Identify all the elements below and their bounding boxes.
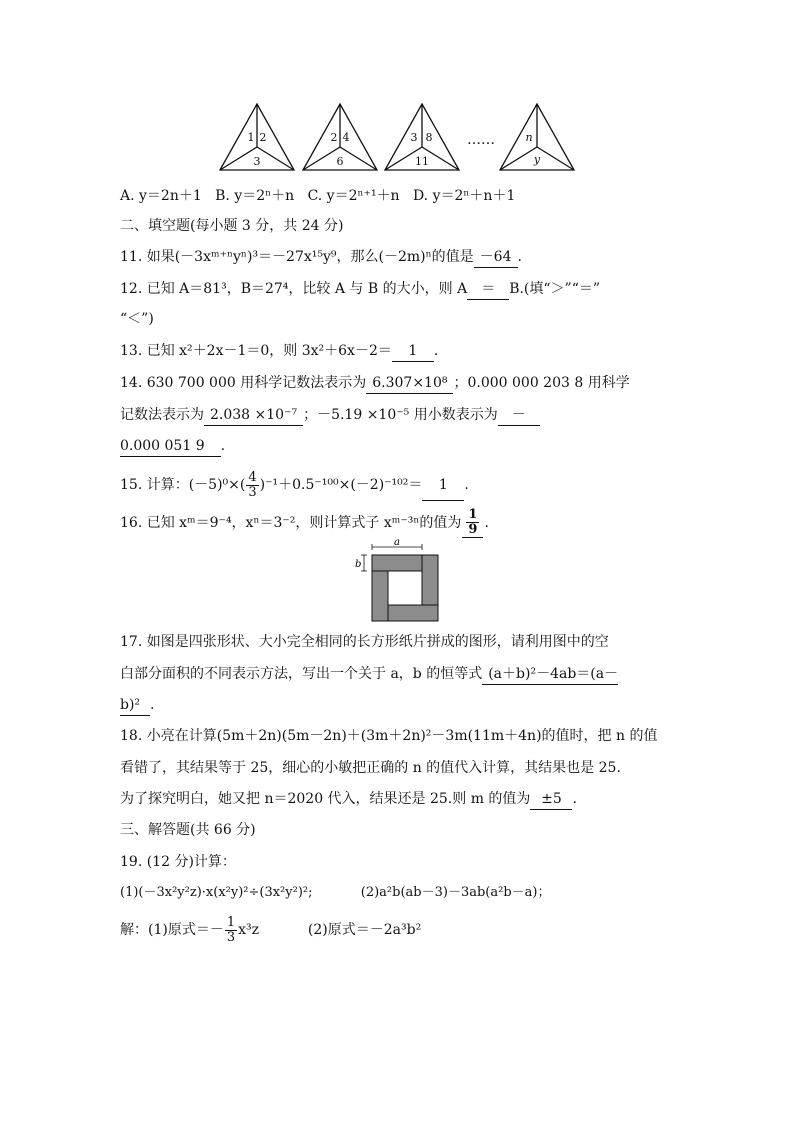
q14-post: .	[220, 438, 226, 454]
option-b: B. y＝2ⁿ＋n	[215, 188, 295, 204]
q13	[120, 341, 438, 362]
q17-answer-part1: (a＋b)²－4ab＝(a－	[482, 664, 618, 685]
q17-post: .	[150, 697, 155, 713]
q13-text: 13. 已知 x²＋2x－1＝0，则 3x²＋6x－2＝	[120, 343, 392, 359]
triangle-pattern-figure	[215, 100, 595, 175]
tri2-left: 2	[330, 131, 338, 144]
q18-line3	[120, 789, 577, 810]
q15-post: .	[464, 477, 469, 493]
q16	[120, 508, 489, 538]
tri3-right: 8	[425, 131, 433, 144]
tri4-left: n	[525, 131, 533, 144]
q19-solution	[120, 914, 421, 946]
q14-answer3-part2: 0.000 051 9	[120, 436, 221, 457]
q16-frac-den: 9	[468, 522, 478, 537]
q19-title: 19. (12 分)计算：	[120, 854, 236, 870]
square-paper-figure	[350, 537, 440, 628]
paper-right	[422, 555, 438, 605]
q14-line2-mid: ；－5.19 ×10⁻⁵ 用小数表示为	[303, 407, 498, 423]
q14-text: 14. 630 700 000 用科学记数法表示为	[120, 375, 367, 391]
option-d: D. y＝2ⁿ＋n＋1	[412, 188, 516, 204]
q16-post: .	[484, 515, 489, 531]
option-a: A. y＝2n＋1	[120, 188, 202, 204]
q13-post: .	[433, 343, 439, 359]
tri1-left: 1	[247, 131, 255, 144]
q19-part1: (1)(－3x²y²z)·x(x²y)²÷(3x²y²)²;	[120, 885, 313, 900]
q14-line3	[120, 436, 225, 457]
q11-post: .	[517, 249, 522, 265]
section3-title: 三、解答题(共 66 分)	[120, 822, 256, 838]
q19-part2: (2)a²b(ab－3)－3ab(a²b－a)；	[360, 885, 551, 900]
q17-line3	[120, 695, 155, 716]
q19-sol1-text: 解：(1)原式＝－	[120, 922, 224, 938]
q18-line2: 看错了，其结果等于 25，细心的小敏把正确的 n 的值代入计算，其结果也是 25.	[120, 760, 621, 776]
q12-text: 12. 已知 A＝81³，B＝27⁴，比较 A 与 B 的大小，则 A	[120, 281, 468, 297]
q15-frac-den: 3	[248, 484, 257, 500]
q12-line2: “＜”)	[120, 311, 154, 327]
q19-sol2: (2)原式＝－2a³b²	[307, 922, 422, 938]
blank-center	[388, 571, 422, 605]
section2-title: 二、填空题(每小题 3 分，共 24 分)	[120, 218, 344, 234]
q10-options	[120, 186, 515, 206]
q15	[120, 470, 469, 501]
q13-answer: 1	[392, 341, 434, 362]
q14-answer2: 2.038 ×10⁻⁷	[204, 405, 303, 426]
tri3-left: 3	[410, 131, 418, 144]
q15-frac-num: 4	[248, 469, 257, 485]
tri1-bottom: 3	[253, 155, 261, 168]
q14-answer3-part1: －	[498, 405, 540, 426]
q18-answer: ±5	[530, 789, 572, 810]
paper-left	[372, 571, 388, 621]
q17-line2	[120, 664, 618, 685]
q19-frac-den: 3	[226, 929, 236, 945]
q14	[120, 373, 630, 394]
q14-line2	[120, 405, 540, 426]
q11-text: 11. 如果(－3xᵐ⁺ⁿyⁿ)³＝－27x¹⁵y⁹，那么(－2m)ⁿ的值是	[120, 249, 474, 265]
tri4-bottom: y	[533, 153, 541, 166]
paper-top	[372, 555, 422, 571]
tri2-right: 4	[342, 131, 350, 144]
q17-answer-part2: b)²	[120, 695, 150, 716]
q12-answer: ＝	[467, 279, 509, 300]
q19-sol1-post: x³z	[238, 922, 260, 938]
q16-frac-num: 1	[468, 507, 478, 522]
q15-mid: )⁻¹＋0.5⁻¹⁰⁰×(－2)⁻¹⁰²＝	[259, 477, 423, 493]
q15-fraction	[246, 471, 258, 500]
q19-parts	[120, 883, 550, 903]
tri1-right: 2	[259, 131, 267, 144]
q19-sol-fraction	[225, 916, 237, 945]
q12	[120, 279, 600, 300]
option-c: C. y＝2ⁿ⁺¹＋n	[307, 188, 400, 204]
tri2-bottom: 6	[336, 155, 344, 168]
q12-post: B.(填“＞”“＝”	[509, 281, 601, 297]
q18-line3-text: 为了探究明白，她又把 n＝2020 代入，结果还是 25.则 m 的值为	[120, 791, 531, 807]
q11-answer: －64	[474, 247, 518, 268]
q14-line2-text: 记数法表示为	[120, 407, 204, 423]
q14-answer1: 6.307×10⁸	[366, 373, 453, 394]
q16-answer-fraction	[462, 508, 483, 538]
q11	[120, 247, 522, 268]
label-b: b	[355, 559, 362, 570]
ellipsis: ……	[467, 132, 495, 148]
q19-frac-num: 1	[226, 914, 236, 930]
q15-answer: 1	[422, 470, 464, 501]
q14-mid: ；0.000 000 203 8 用科学	[453, 375, 630, 391]
q15-text: 15. 计算：(－5)⁰×(	[120, 477, 246, 493]
q17-line1: 17. 如图是四张形状、大小完全相同的长方形纸片拼成的图形，请利用图中的空	[120, 634, 609, 650]
q16-text: 16. 已知 xᵐ＝9⁻⁴，xⁿ＝3⁻²，则计算式子 xᵐ⁻³ⁿ的值为	[120, 515, 462, 531]
tri3-bottom: 11	[415, 155, 429, 168]
q18-line1: 18. 小亮在计算(5m＋2n)(5m－2n)＋(3m＋2n)²－3m(11m＋4n)的值时，把 n 的值	[120, 728, 658, 744]
label-a: a	[394, 537, 400, 548]
paper-bottom	[388, 605, 438, 621]
q17-line2-text: 白部分面积的不同表示方法，写出一个关于 a，b 的恒等式	[120, 666, 483, 682]
q18-post: .	[572, 791, 577, 807]
